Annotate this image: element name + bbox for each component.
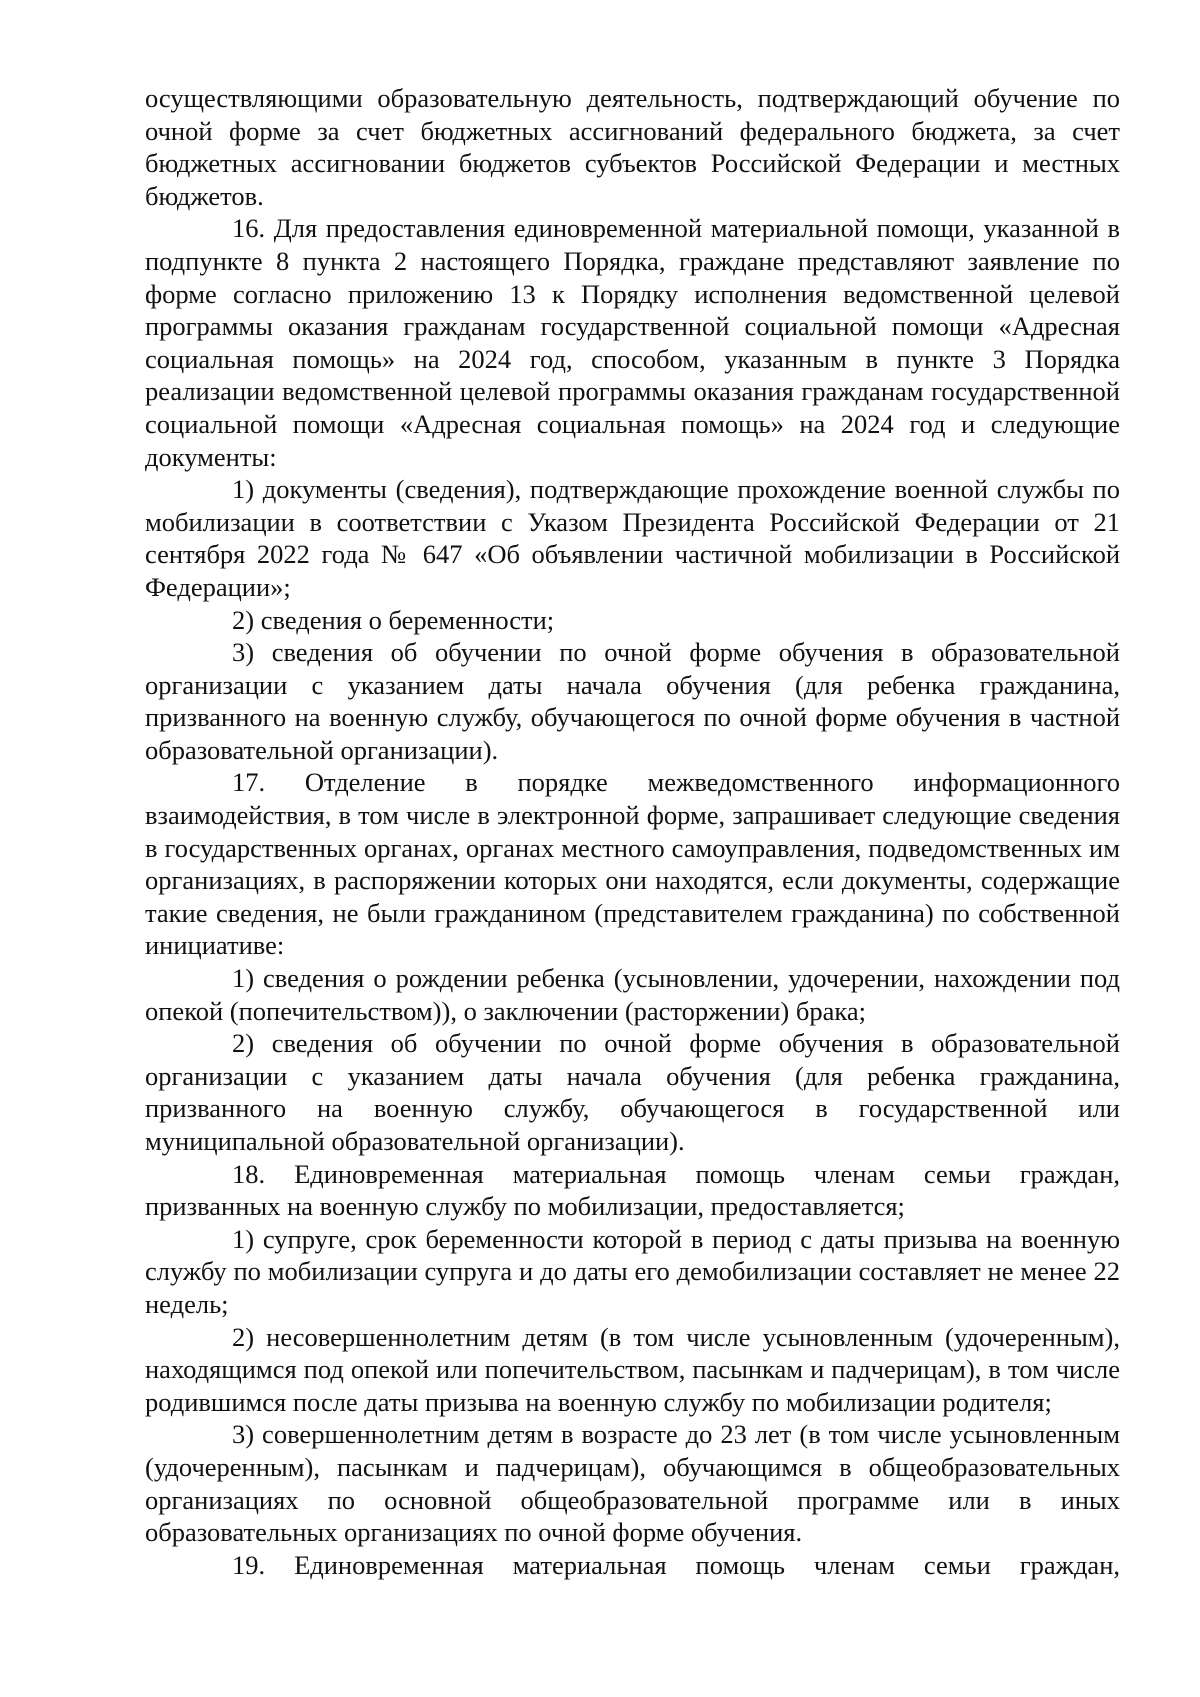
paragraph-18-sub-3: 3) совершеннолетним детям в возрасте до 23 лет (в том числе усыновленным (удочеренным), пасынкам и падчерицам), обучающимся в общеобразовательных организациях по основной общеобразовательной программе или в иных образовательных организациях по очной форме обучения. bbox=[145, 1419, 1120, 1548]
paragraph-continuation: осуществляющими образовательную деятельность, подтверждающий обучение по очной форме за счет бюджетных ассигнований федерального бюджета, за счет бюджетных ассигновании бюджетов субъектов Российской Федерации и местных бюджетов. bbox=[145, 83, 1120, 211]
paragraph-17-sub-1: 1) сведения о рождении ребенка (усыновлении, удочерении, нахождении под опекой (попечительством)), о заключении (расторжении) брака; bbox=[145, 963, 1120, 1026]
paragraph-item-17: 17. Отделение в порядке межведомственного информационного взаимодействия, в том числе в электронной форме, запрашивает следующие сведения в государственных органах, органах местного самоуправления, подведомственных им организациях, в распоряжении которых они находятся, если документы, содержащие такие сведения, не были гражданином (представителем гражданина) по собственной инициативе: bbox=[145, 767, 1120, 961]
paragraph-16-sub-1: 1) документы (сведения), подтверждающие прохождение военной службы по мобилизации в соответствии с Указом Президента Российской Федерации от 21 сентября 2022 года № 647 «Об объявлении частичной мобилизации в Российской Федерации»; bbox=[145, 474, 1120, 602]
paragraph-item-19: 19. Единовременная материальная помощь членам семьи граждан, bbox=[232, 1549, 1120, 1580]
paragraph-17-sub-2: 2) сведения об обучении по очной форме обучения в образовательной организации с указанием даты начала обучения (для ребенка гражданина, призванного на военную службу, обучающегося в государственной или муниципальной образовательной организации). bbox=[145, 1028, 1120, 1156]
document-page bbox=[145, 82, 1120, 1581]
paragraph-18-sub-2: 2) несовершеннолетним детям (в том числе усыновленным (удочеренным), находящимся под опекой или попечительством, пасынкам и падчерицам), в том числе родившимся после даты призыва на военную службу по мобилизации родителя; bbox=[145, 1321, 1120, 1417]
paragraph-16-sub-2: 2) сведения о беременности; bbox=[232, 604, 555, 635]
paragraph-item-18: 18. Единовременная материальная помощь членам семьи граждан, призванных на военную службу по мобилизации, предоставляется; bbox=[145, 1158, 1120, 1222]
paragraph-18-sub-1: 1) супруге, срок беременности которой в период с даты призыва на военную службу по мобилизации супруга и до даты его демобилизации составляет не менее 22 недель; bbox=[145, 1223, 1120, 1319]
paragraph-16-sub-3: 3) сведения об обучении по очной форме обучения в образовательной организации с указанием даты начала обучения (для ребенка гражданина, призванного на военную службу, обучающегося по очной форме обучения в частной образовательной организации). bbox=[145, 637, 1120, 765]
paragraph-item-16: 16. Для предоставления единовременной материальной помощи, указанной в подпункте 8 пункта 2 настоящего Порядка, граждане представляют заявление по форме согласно приложению 13 к Порядку исполнения ведомственной целевой программы оказания гражданам государственной социальной помощи «Адресная социальная помощь» на 2024 год, способом, указанным в пункте 3 Порядка реализации ведомственной целевой программы оказания гражданам государственной социальной помощи «Адресная социальная помощь» на 2024 год и следующие документы: bbox=[145, 213, 1120, 472]
